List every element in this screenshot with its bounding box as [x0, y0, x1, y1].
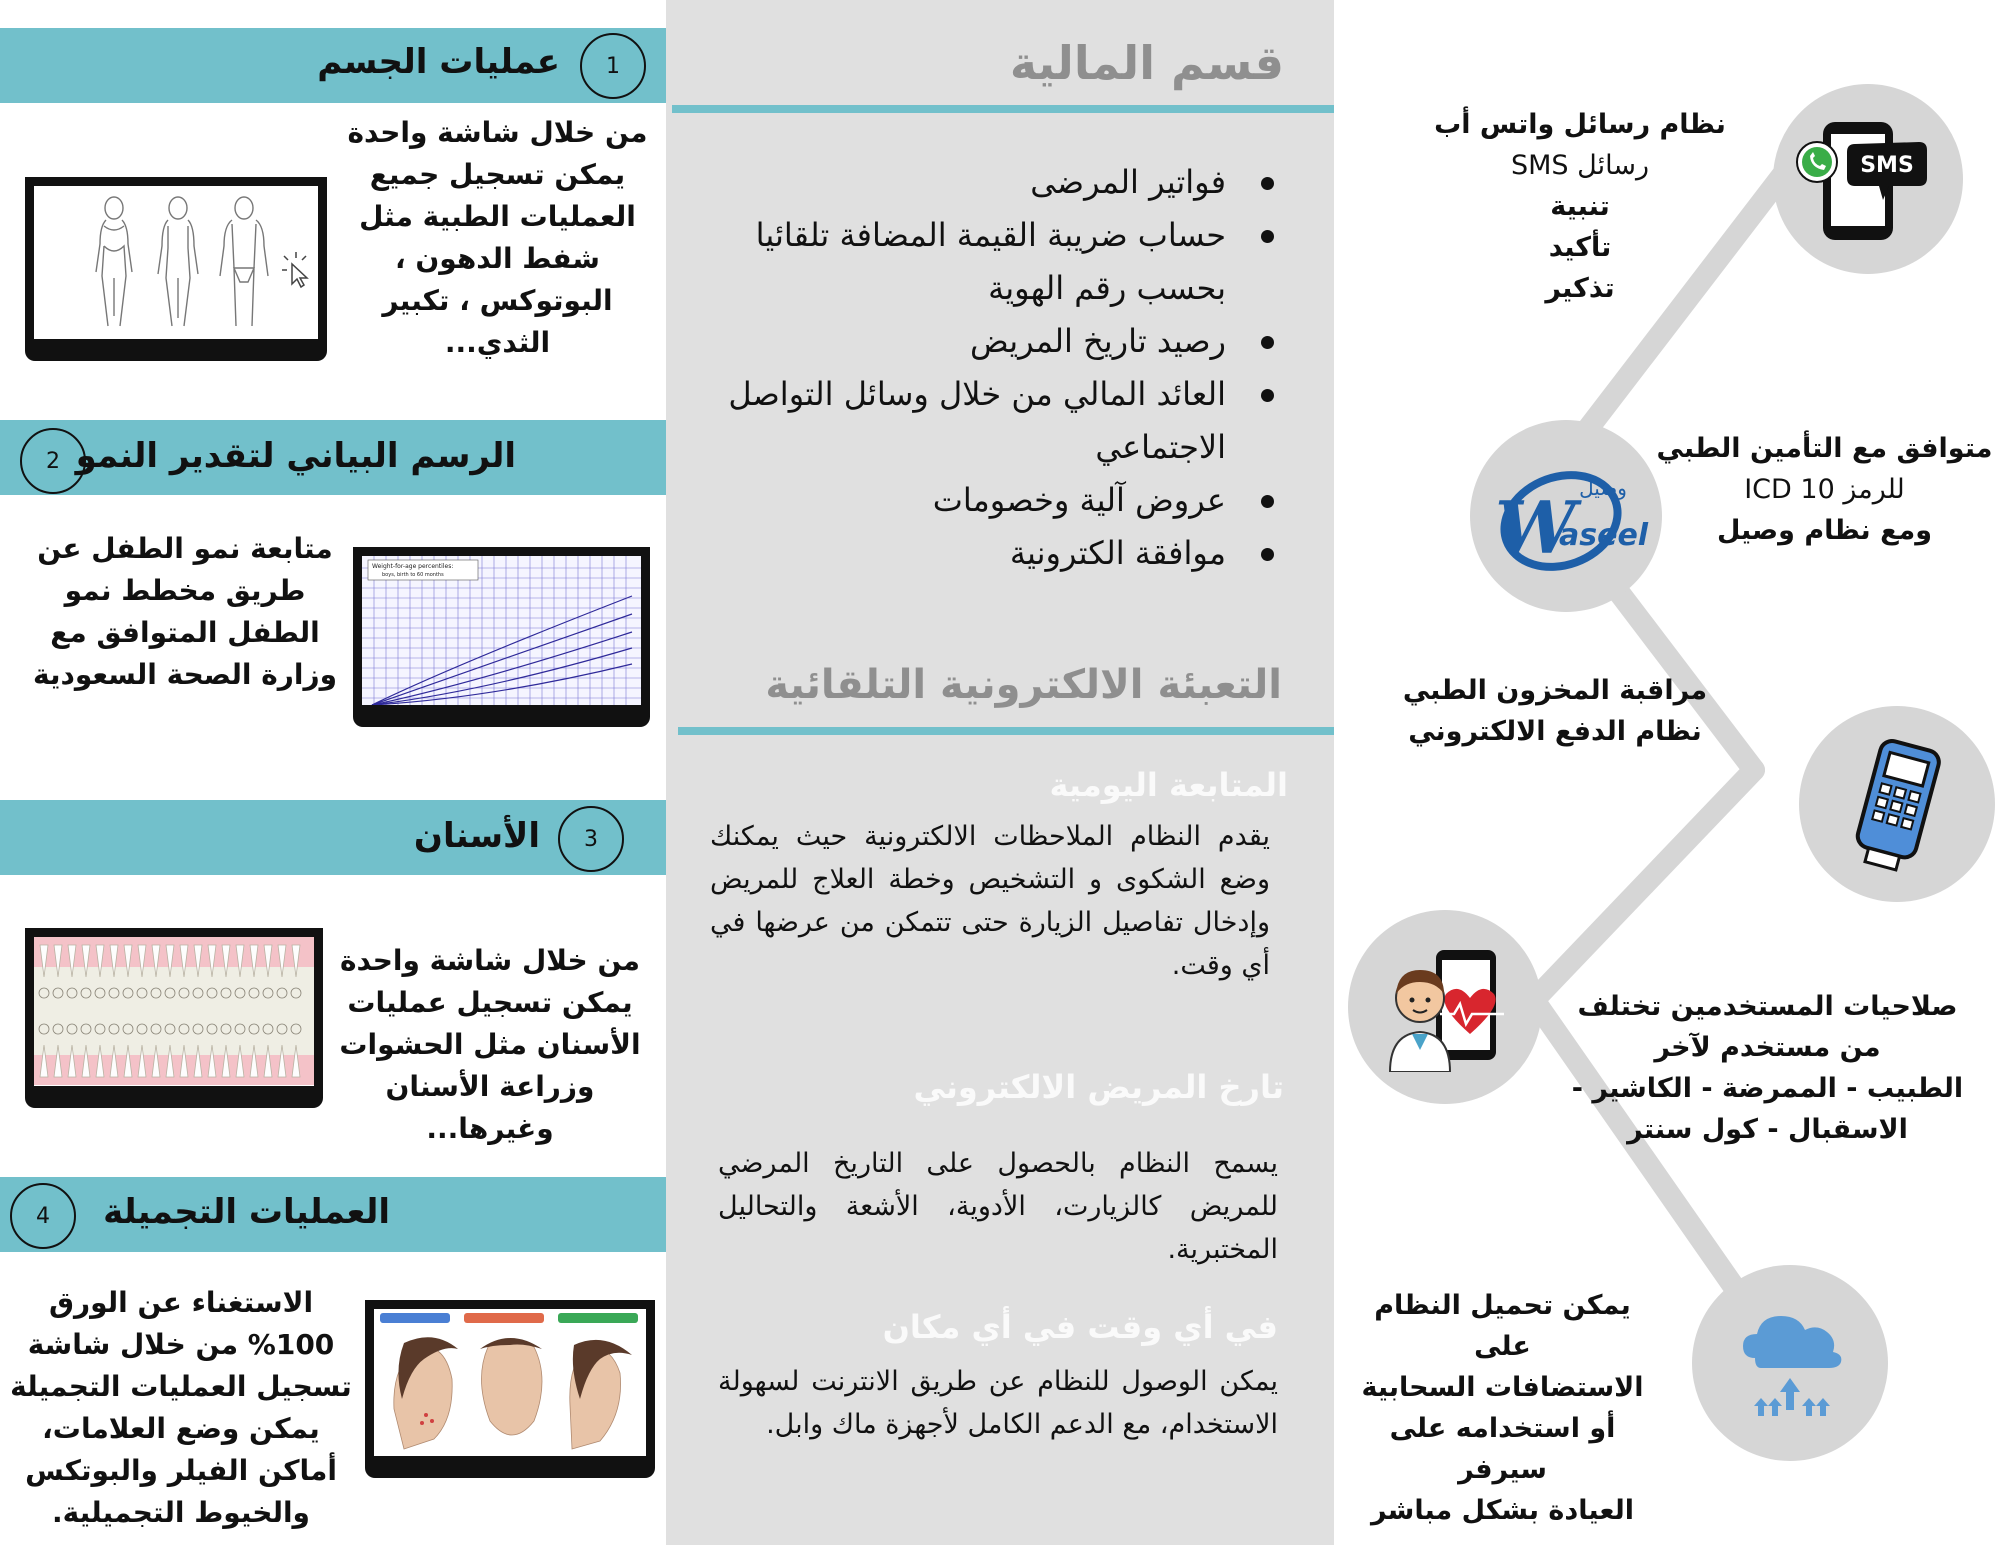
feature-line: رسائل SMS [1510, 150, 1649, 181]
auto-fill-heading: التعبئة الالكترونية التلقائية [765, 662, 1282, 708]
finance-bullet: حساب ضريبة القيمة المضافة تلقائيا بحسب رقم الهوية [714, 209, 1274, 315]
feature-inventory-text [1390, 670, 1720, 752]
finance-heading: قسم المالية [1009, 36, 1284, 90]
laptop-base-1 [25, 349, 327, 361]
feature-line: أو استخدامه على سيرفر [1389, 1413, 1616, 1485]
waseel-circle [1470, 420, 1662, 612]
anytime-anywhere-title: في أي وقت في أي مكان [882, 1308, 1278, 1346]
feature-line: تذكير [1545, 273, 1615, 304]
section-2-number: 2 [20, 428, 86, 494]
feature-permissions-text [1540, 986, 1995, 1150]
cloud-upload-icon [1725, 1298, 1855, 1428]
patient-history-text: يسمح النظام بالحصول على التاريخ المرضي للمريض كالزيارت، الأدوية، الأشعة والتحاليل المختبرية. [718, 1148, 1278, 1265]
doctor-icon [1370, 942, 1520, 1072]
payment-circle [1799, 706, 1995, 902]
waseel-logo [1481, 441, 1651, 591]
finance-rule [672, 105, 1334, 113]
daily-followup-title: المتابعة اليومية [1049, 766, 1288, 804]
feature-line: من مستخدم لآخر [1654, 1032, 1881, 1063]
growth-chart-caption-1: Weight-for-age percentiles: [372, 563, 454, 570]
section-4-text: الاستغناء عن الورق 100% من خلال شاشة تسجيل العمليات التجميلة يمكن وضع العلامات، أماكن الفيلر والبوتكس والخيوط التجميلية. [10, 1286, 352, 1529]
section-4-title: العمليات التجميلة [103, 1192, 390, 1232]
feature-line: تأكيد [1548, 232, 1612, 263]
cosmetic-faces-illustration [374, 1309, 646, 1456]
feature-whatsapp-sms-text [1410, 104, 1750, 309]
growth-chart-illustration [362, 556, 641, 705]
feature-line: العيادة بشكل مباشر [1370, 1495, 1635, 1526]
feature-line: تنبية [1550, 191, 1610, 222]
section-4-number: 4 [10, 1183, 76, 1249]
dental-chart-illustration [34, 937, 314, 1085]
payment-terminal-icon [1837, 734, 1957, 874]
body-figures-illustration [34, 186, 318, 338]
feature-line: الاسقبال - كول سنتر [1627, 1114, 1908, 1145]
feature-line: نظام رسائل واتس أب [1434, 109, 1726, 140]
patient-history-title: تارخ المريض الالكتروني [913, 1068, 1284, 1106]
cursor-icon [282, 252, 307, 287]
finance-bullet: العائد المالي من خلال وسائل التواصل الاجتماعي [714, 368, 1274, 474]
feature-line: مراقبة المخزون الطبي [1402, 675, 1708, 706]
feature-line: يمكن تحميل النظام على [1374, 1290, 1631, 1362]
body-figures-laptop [25, 177, 327, 349]
feature-line: للرمز ICD 10 [1744, 474, 1905, 505]
laptop-base-2 [353, 715, 650, 727]
section-2-title: الرسم البياني لتقدير النمو [75, 436, 516, 476]
svg-text:W: W [1495, 485, 1576, 570]
section-2-text: متابعة نمو الطفل عن طريق مخطط نمو الطفل المتوافق مع وزارة الصحة السعودية [33, 532, 337, 691]
growth-chart-laptop [353, 547, 650, 715]
laptop-base-3 [25, 1096, 323, 1108]
section-1-number: 1 [580, 33, 646, 99]
waseel-logo-text: aseel [1559, 518, 1649, 553]
finance-bullet: موافقة الكترونية [714, 527, 1274, 580]
feature-line: متوافق مع التأمين الطبي [1656, 433, 1993, 464]
feature-line: صلاحيات المستخدمين تختلف [1577, 991, 1958, 1022]
finance-bullet: عروض آلية وخصومات [714, 474, 1274, 527]
section-1-title: عمليات الجسم [317, 42, 560, 82]
section-3-number: 3 [558, 806, 624, 872]
section-3-text: من خلال شاشة واحدة يمكن تسجيل عمليات الأسنان مثل الحشوات وزراعة الأسنان وغيرها... [339, 944, 641, 1145]
doctor-circle [1348, 910, 1542, 1104]
finance-bullet: رصيد تاريخ المريض [714, 315, 1274, 368]
dental-chart-laptop [25, 928, 323, 1096]
middle-panel [666, 0, 1334, 1545]
sms-badge-text: SMS [1860, 153, 1914, 178]
section-3-title: الأسنان [413, 816, 540, 856]
daily-followup-text: يقدم النظام الملاحظات الالكترونية حيث يمكنك وضع الشكوى و التشخيص وخطة العلاج للمريض وإدخال تفاصيل الزيارة حتى تتمكن من عرضها في أي وقت. [710, 821, 1270, 981]
finance-bullet-list [714, 156, 1274, 580]
growth-chart-caption-2: boys, birth to 60 months [382, 572, 444, 578]
section-1-text: من خلال شاشة واحدة يمكن تسجيل جميع العمليات الطبية مثل شفط الدهون ، البوتوكس ، تكبير الثدي... [347, 116, 648, 359]
anytime-anywhere-text: يمكن الوصول للنظام عن طريق الانترنت لسهولة الاستخدام، مع الدعم الكامل لأجهزة ماك وابل. [718, 1366, 1278, 1440]
sms-phone-icon [1793, 104, 1943, 254]
sms-circle [1773, 84, 1963, 274]
feature-cloud-text [1345, 1285, 1660, 1531]
cosmetic-faces-laptop [365, 1300, 655, 1466]
feature-line: الطبيب - الممرضة - الكاشير - [1571, 1073, 1964, 1104]
feature-line: الاستضافات السحابية [1361, 1372, 1644, 1403]
waseel-logo-arabic: وصيل [1579, 476, 1627, 500]
cloud-circle [1692, 1265, 1888, 1461]
laptop-base-4 [365, 1466, 655, 1478]
auto-fill-rule [678, 727, 1334, 735]
feature-insurance-text [1652, 428, 1997, 551]
feature-line: نظام الدفع الالكتروني [1408, 716, 1702, 747]
feature-line: ومع نظام وصيل [1716, 515, 1933, 546]
finance-bullet: فواتير المرضى [714, 156, 1274, 209]
